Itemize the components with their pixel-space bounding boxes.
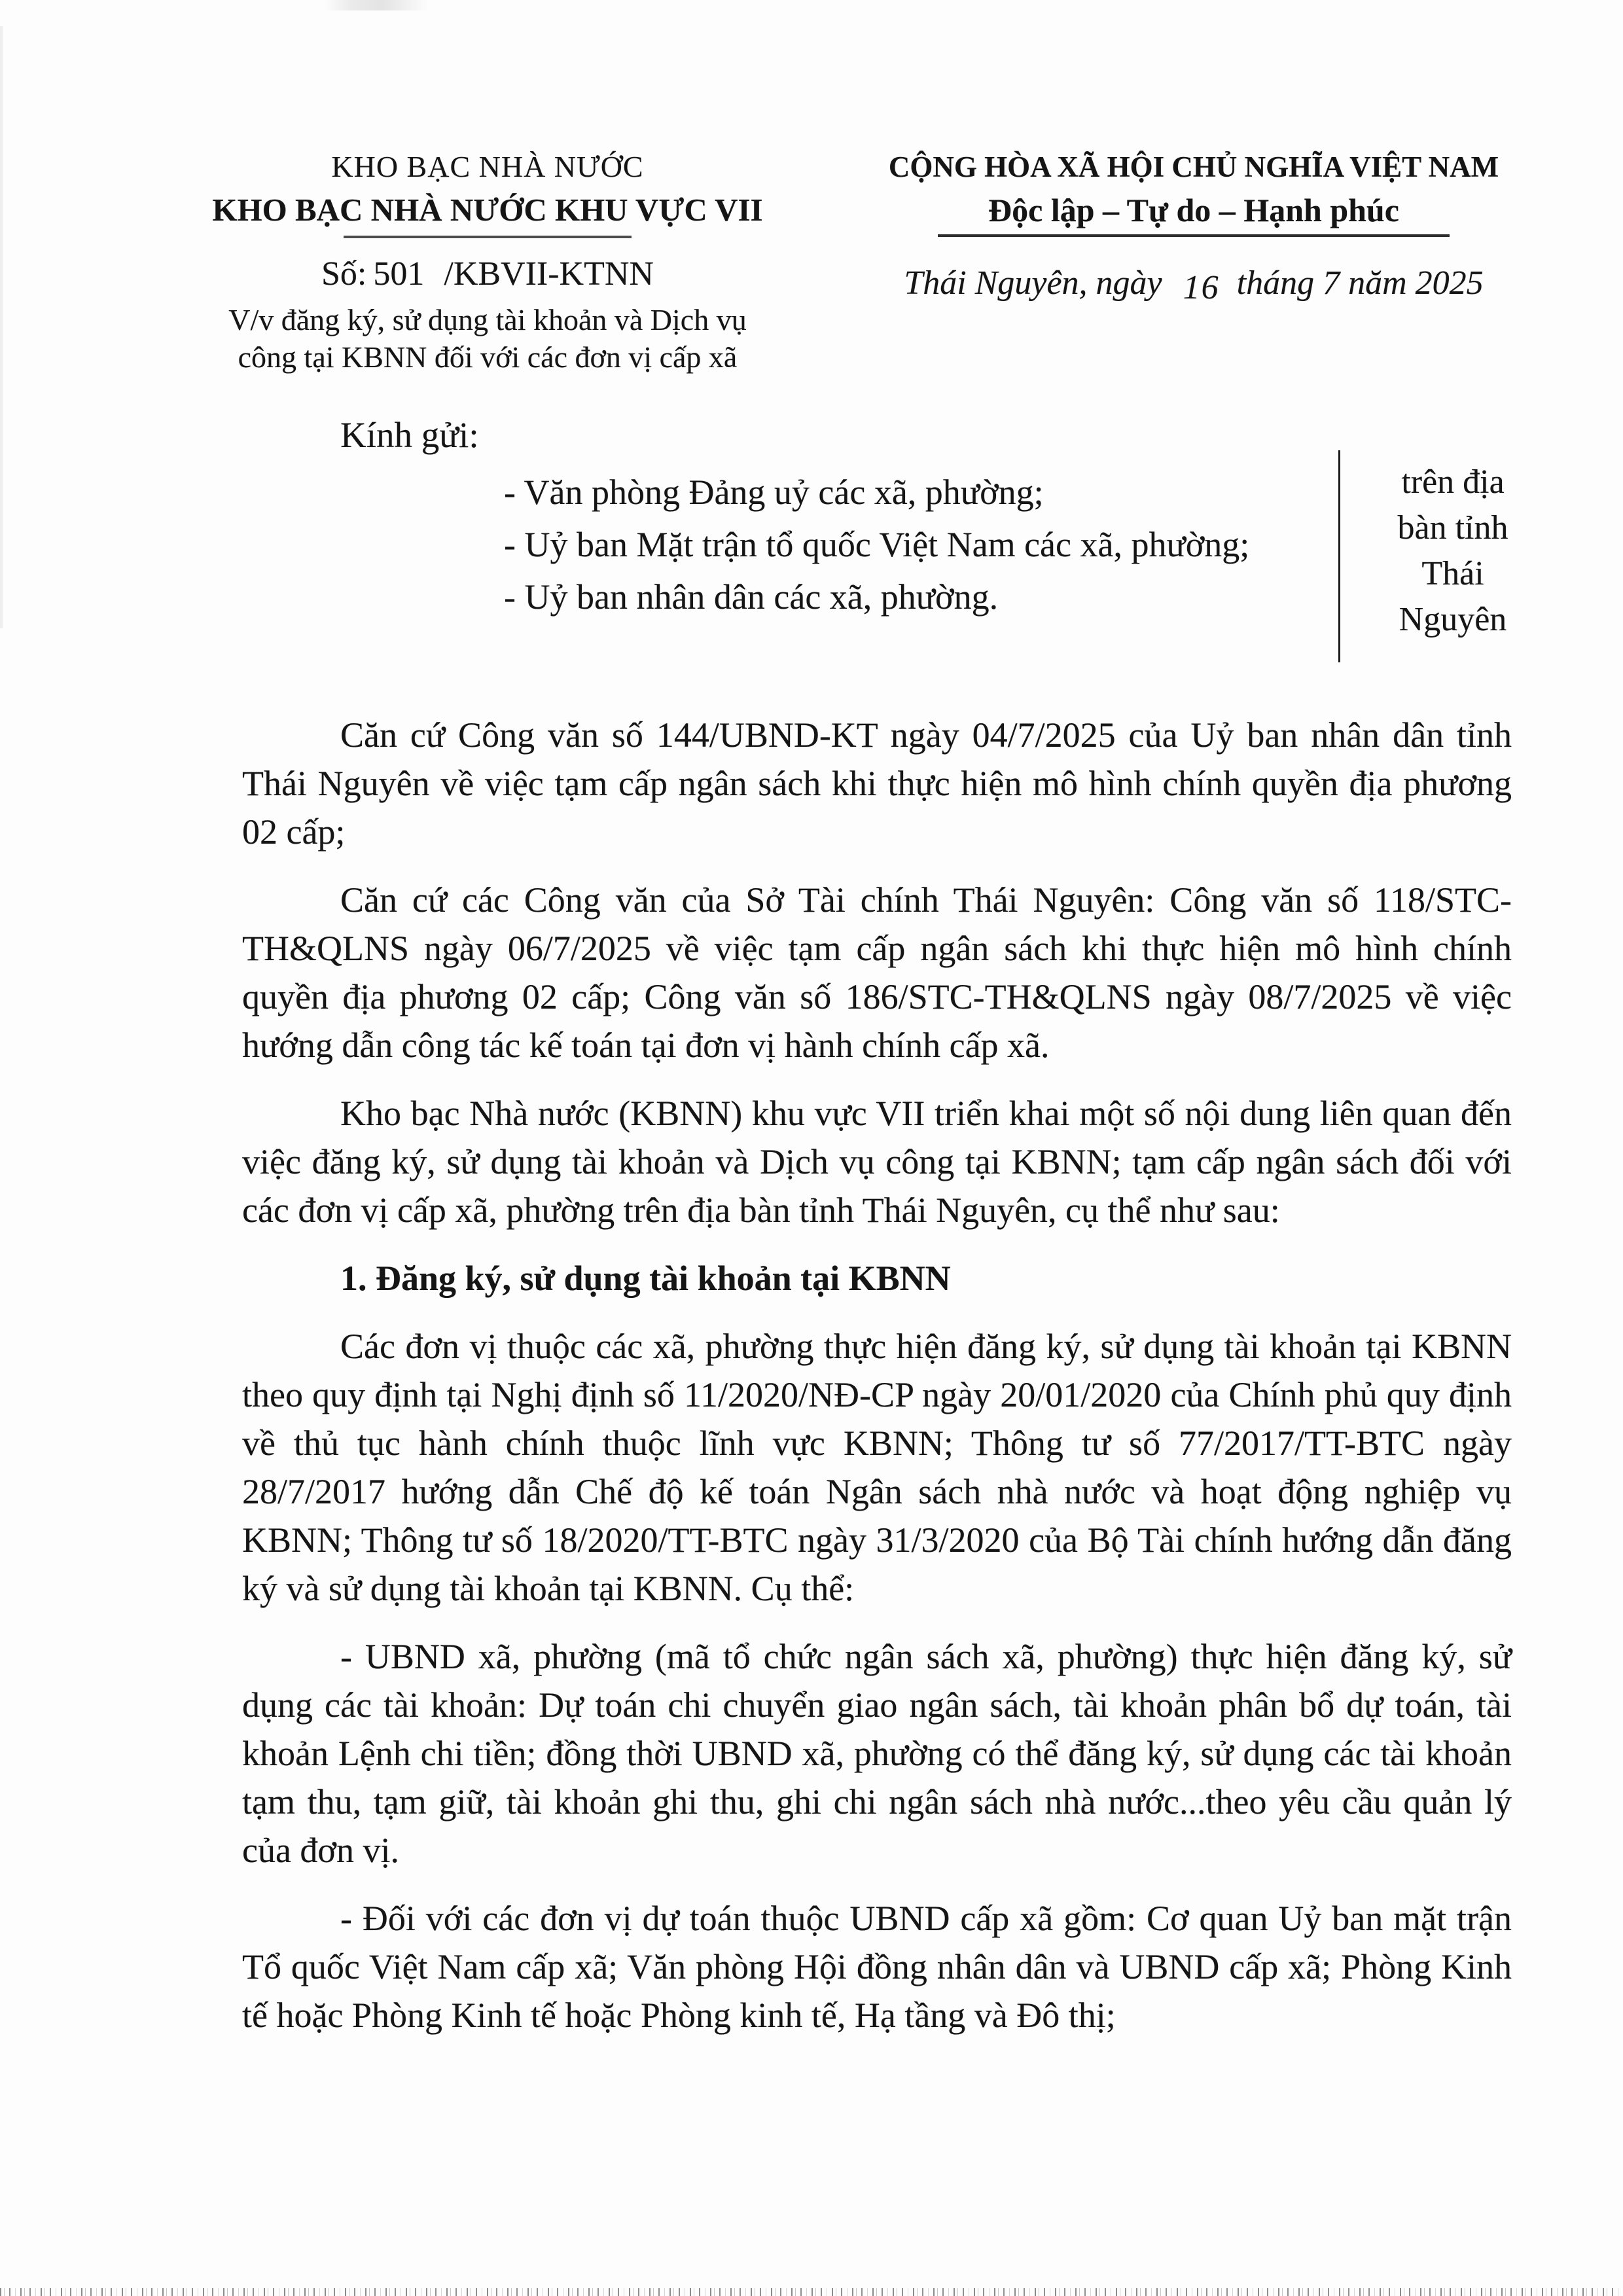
doc-number-value: 501 [373,255,425,293]
dateline [830,262,1558,305]
doc-number-suffix: /KBVII-KTNN [444,255,654,293]
header-right-block [830,147,1558,305]
recipient-item: - Uỷ ban Mặt trận tổ quốc Việt Nam các xã, phường; [504,525,1250,564]
scan-noise-strip [0,2288,1623,2296]
recipient-item: - Văn phòng Đảng uỷ các xã, phường; [504,473,1044,512]
paragraph-legal-basis-2: Căn cứ các Công văn của Sở Tài chính Thái Nguyên: Công văn số 118/STC-TH&QLNS ngày 06/7/2025 về việc tạm cấp ngân sách khi thực hiện mô hình chính quyền địa phương 02 cấp; Công văn số 186/STC-TH&QLNS ngày 08/7/2025 về việc hướng dẫn công tác kế toán tại đơn vị hành chính cấp xã. [242,880,1512,1065]
paragraph-account-registration: Các đơn vị thuộc các xã, phường thực hiện đăng ký, sử dụng tài khoản tại KBNN theo quy định tại Nghị định số 11/2020/NĐ-CP ngày 20/01/2020 của Chính phủ quy định về thủ tục hành chính thuộc lĩnh vực KBNN; Thông tư số 77/2017/TT-BTC ngày 28/7/2017 hướng dẫn Chế độ kế toán Ngân sách nhà nước và hoạt động nghiệp vụ KBNN; Thông tư số 18/2020/TT-BTC ngày 31/3/2020 của Bộ Tài chính hướng dẫn đăng ký và sử dụng tài khoản tại KBNN. Cụ thể: [242,1327,1512,1608]
motto-underline [938,234,1450,237]
dateline-day: 16 [1183,269,1220,306]
org-name: KHO BẠC NHÀ NƯỚC KHU VỰC VII [212,192,763,228]
recipient-item: - Uỷ ban nhân dân các xã, phường. [504,577,999,617]
scope-note-line: bàn tỉnh [1397,509,1508,547]
scope-note-line: trên địa [1401,463,1505,501]
section-heading-1: 1. Đăng ký, sử dụng tài khoản tại KBNN [340,1259,951,1298]
paragraph-budget-units: - Đối với các đơn vị dự toán thuộc UBND cấp xã gồm: Cơ quan Uỷ ban mặt trận Tổ quốc Việt Nam cấp xã; Văn phòng Hội đồng nhân dân và UBND cấp xã; Phòng Kinh tế hoặc Phòng Kinh tế hoặc Phòng kinh tế, Hạ tầng và Đô thị; [242,1899,1512,2035]
dateline-place-prefix: Thái Nguyên, ngày [904,264,1162,302]
org-parent-name: KHO BẠC NHÀ NƯỚC [331,150,644,183]
paragraph-introduction: Kho bạc Nhà nước (KBNN) khu vực VII triển khai một số nội dung liên quan đến việc đăng ký, sử dụng tài khoản và Dịch vụ công tại KBNN; tạm cấp ngân sách đối với các đơn vị cấp xã, phường trên địa bàn tỉnh Thái Nguyên, cụ thể như sau: [242,1094,1512,1230]
document-body [242,711,1512,2059]
doc-subject [183,301,792,376]
doc-subject-line-1: V/v đăng ký, sử dụng tài khoản và Dịch vụ [228,303,747,336]
paragraph-legal-basis-1: Căn cứ Công văn số 144/UBND-KT ngày 04/7/2025 của Uỷ ban nhân dân tỉnh Thái Nguyên về việc tạm cấp ngân sách khi thực hiện mô hình chính quyền địa phương 02 cấp; [242,715,1512,852]
recipients-scope-note [1364,459,1541,643]
scan-smudge-artifact [324,0,429,10]
scan-edge-artifact [0,26,3,628]
national-motto-line-2: Độc lập – Tự do – Hạnh phúc [988,192,1399,228]
recipients-list [504,466,1249,623]
paragraph-ubnd-accounts: - UBND xã, phường (mã tổ chức ngân sách xã, phường) thực hiện đăng ký, sử dụng các tài khoản: Dự toán chi chuyển giao ngân sách, tài khoản phân bổ dự toán, tài khoản Lệnh chi tiền; đồng thời UBND xã, phường có thể đăng ký, sử dụng các tài khoản tạm thu, tạm giữ, tài khoản ghi thu, ghi chi ngân sách nhà nước...theo yêu cầu quản lý của đơn vị. [242,1637,1512,1870]
doc-number-line [183,253,792,296]
recipients-divider-bar [1338,450,1340,662]
doc-subject-line-2: công tại KBNN đối với các đơn vị cấp xã [238,340,738,374]
scope-note-line: Thái [1421,555,1484,592]
salutation-label: Kính gửi: [340,415,479,455]
dateline-suffix: tháng 7 năm 2025 [1236,264,1484,302]
doc-number-label: Số: [321,255,367,293]
national-motto-line-1: CỘNG HÒA XÃ HỘI CHỦ NGHĨA VIỆT NAM [888,151,1499,183]
header-left-block [183,147,792,376]
scope-note-line: Nguyên [1399,601,1507,638]
org-name-underline [344,236,632,238]
